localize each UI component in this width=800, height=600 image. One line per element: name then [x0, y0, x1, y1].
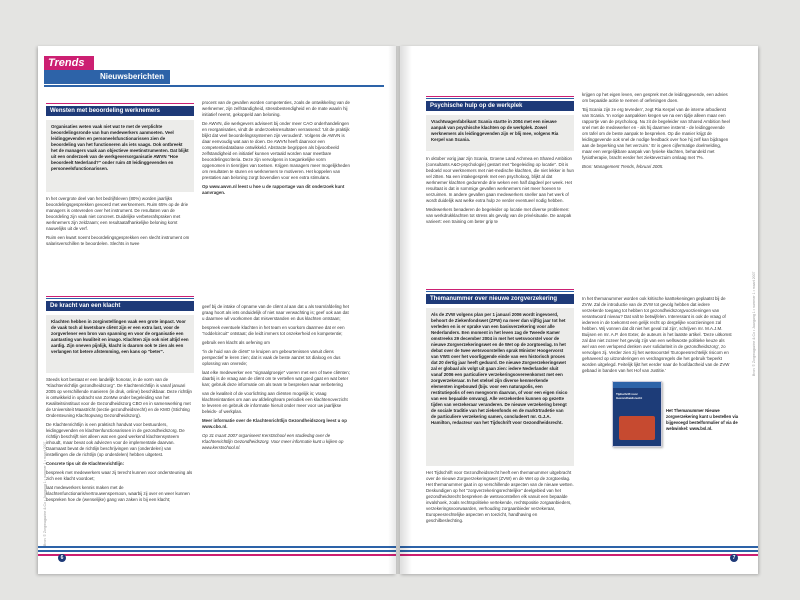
r-article2-rule [426, 289, 574, 290]
right-footer-stripes [400, 546, 758, 558]
brand-rule [44, 85, 384, 87]
r-article2-body-col2 [582, 296, 732, 378]
article1-rule [46, 103, 194, 104]
r-article1-intro: Vrachtwagenfabrikant Scania startte in 2004 met een nieuwe aanpak van psychische klachten op de werkplek. Zowel werknemers als leidinggevenden zijn er blij mee, volgens Ria Kerpel van Scania. [426, 115, 574, 151]
right-page [400, 46, 758, 574]
list-item: bespreek met medewerkers waar zij terecht kunnen voor ondersteuning als zich een klacht voordoet; [46, 470, 193, 481]
list-item: laat elke medewerker een "signaalgroepje" voeren met een of twee cliënten; daarbij is de vraag aan de cliënt om te vertellen wat goed gaat en wat beter kan; gebruik deze informatie om als team te bespreken waar verbetering [202, 370, 350, 387]
stripe [400, 550, 758, 552]
r-article1-body-col2 [582, 92, 732, 282]
stripe [38, 554, 396, 556]
article1-heading: Wensten met beoordeling werknemers [46, 106, 194, 116]
cbo-link[interactable]: Meer informatie over de Klachtenrichtlijn Gezondheidszorg leest u op www.cbo.nl. [202, 418, 347, 429]
article2-intro: Klachten hebben in zorginstellingen vaak een grote impact. Voor de vaak toch al kwetsbare cliënt zijn er een extra last, voor de zorgverlener een bron van spanning en voor de organisatie een aantasting van kwaliteit en imago. Klachten zijn ook niet altijd een aardig. Zijn oneven pijnlijk, klacht is daarom ook te zien als een verlangen tot betere afstemming, een kans op "beter". [46, 315, 194, 373]
stripe [400, 554, 758, 556]
paragraph: Medewerkers benaderen de begeleider op locatie met diverse problemen: van werkdrukklachten tot stress als gevolg van de privésituatie. De aanpak varieert: een training om beter grip te [426, 207, 572, 224]
article1-intro: Organisaties weten vaak niet wat te met de verplichte beoordelingsronde van hun medewerkers aanmoeten. Veel leidinggevenden en personeelsfunctionarissen zien de beoordeling van het functioneren als iets vaags. Ook ontbreekt het de managers vaak aan objectieve meetinstrumenten. Dat blijkt uit een onderzoek van de werkgeversorganisatie AWVN "Hoe beoordeelt Nederland?" onder ruim 40 leidinggevenden en personeelsfunctionarissen. [46, 120, 194, 192]
gutter-shadow [388, 46, 412, 574]
page-number-left: 6 [58, 554, 66, 562]
article1-body-col2 [202, 100, 350, 290]
list-item: van de kwaliteit of de voorlichting aan cliënten mogelijk is; vraag klachtenintanties om aan uw afdeling/team periodiek een klachtenoverzicht te leveren en gebruik de informatie hieruit onder meer voor uw jaarlijkse beleids- of werkplan. [202, 391, 348, 414]
left-side-text: Bron: © Zorgmagazine & Co • Jaargang 1 • nummer 1 • maart 2007 [43, 441, 47, 546]
cover-band [613, 382, 661, 388]
article1-body-col1 [46, 196, 194, 294]
paragraph: In oktober vorig jaar zijn Scania, Groene Land Achmea en Shared Ambition (consultants A&O-psychologie) gestart met "begeleiding op locatie". Dit is bedoeld voor werknemers met niet-medische klachten, die niet lekker in hun vel zitten. Na een intakegesprek met een psycholoog, blijkt al dat werknemer klachten gedurende drie weken een half dagdeel per week. Het resultaat is dat in sommige gevallen werknemers niet meer hoeven te verzuimen. In andere gevallen gaan medewerkers sneller aan het werk of wordt duidelijk wat welke extra hulp ze verder eventueel nodig hebben. [426, 156, 574, 203]
study-day-note: Op 31 maart 2007 organiseert KerstSchool een studiedag over de Klachtenrichtlijn Gezondheidszorg. Voor meer informatie kunt u kijken op www.kerstschool.nl. [202, 433, 344, 450]
r-article2-body-col1 [426, 470, 574, 542]
cover-illustration [619, 416, 655, 440]
awvn-link[interactable]: Op www.awvn.nl leest u hoe u de rapportage van dit onderzoek kunt aanvragen. [202, 184, 345, 195]
paragraph: 'Bij Scania zijn ze erg tevreden', zegt Ria Kerpel van de interne arbodienst van Scania. 'In vorige aanpakken kregen we na een tijdje alleen maar een rapportje van de psycholoog. Nu zit de begeleider van Shared Ambition heel snel met de medewerker en - als hij daarmee instemt - de leidinggevende om tafel om de beste aanpak te bespreken. Op die manier krijgt de leidinggevende ook snel de nodige feedback over hoe hij zelf kan bijdragen aan de beperking van het verzuim.' Er is geen cijfermatige doelmelding, maar een vergelijkbare aanpak van fysieke klachten, behandeld met fysiotherapie, bracht eerder het ziekteverzuim omlaag met 7%. [582, 107, 730, 160]
paragraph: procent van de gevallen worden competenties, zoals de ontwikkeling van de werknemer, zijn zelfstandigheid, stressbestendigheid en de mate waarin hij initiatief neemt, gekoppeld aan beloning. [202, 100, 350, 117]
brand-subtitle: Nieuwsberichten [44, 70, 170, 84]
r-article2-intro: Als de ZVW volgens plan per 1 januari 2006 wordt ingevoerd, behoort de Ziekenfondswet (ZFW) na meer dan vijftig jaar tot het verleden en is er sprake van een basisverzekering voor alle Nederlanders. Een moment in het leven zag de Tweede Kamer omstreeks 29 december 2004 in met het wetsvoorstel voor de nieuwe Zorgverzekeringswet en de Wet op de zorgtoeslag. In het debat over de twee wetsvoorstellen sprak Minister Hoogervorst van VWS over het voorliggende einde van een historisch proces dat 20 dertig jaar heeft geduurd. De nieuwe Zorgverzekeringswet zal er globaal als volgt uit gaan zien: iedere Nederlander sluit vanaf 2006 een particuliere verzekeringsovereenkomst met een zorgverzekeraar. In het stelsel zijn diverse kenmerkende elementen ingebouwd (bijv. voor een naturapolis, een restitutiepolis of een mengvorm daarvan, of voor een eigen risico van een bepaalde omvang). Alle verzekerden kunnen op gezette tijden van verzekeraar veranderen. De nieuwe verzekering brengt de sociale traditie van het ziekenfonds en de marktrtradetie van de particuliere verzekering samen, concludeert mr. G.J.A. Hamilton, redacteur van het Tijdschrift voor Gezondheidsrecht. [426, 308, 574, 466]
article2-body-col2 [202, 304, 352, 526]
paragraph: In het themanummer worden ook kritische kanttekeningen geplaatst bij de ZVW. Zal de introductie van de ZVW tot gevolg hebben dat iedere verzekerde toegang tot hebben tot gezondheidszorgvoorzieningen van verantwoord niveau? Dat valt te betwijfelen. Interessant is ook de vraag of iedereen in de toekomst een gelijk recht op dergelijke voorzieningen zal hebben. Wij vonnen dat dit niet het geval zal zijn', schrijven mr. M.A.J.M. Buijsen en mr. A.P. den Exter, de auteurs in het laatste artikel. 'Deze uitkomst zal dan niet zozeer het gevolg zijn van een wellswoste politieke keuze als wel van een verlopend denken over solidariteit in de gezondheidszorg', zo vervolgen zij. Verder zien zij het wetsvoorstel 'Europeesrechtelijk risicom en gehaveerd op uitzonderingen en verdragsregels die het gebruik 'beperkt worden uitgelegd. Feitelijk lijkt het eerder naar de hoofdactheid van de ZVW gebaad in banden van het Hof van Justitie.' [582, 296, 732, 373]
stripe [38, 550, 396, 552]
article2-body-col1 [46, 377, 194, 527]
article2-heading: De kracht van een klacht [46, 301, 194, 311]
right-side-text: Bron: © Zorgmagazine & Co • Jaargang 1 • nummer 1 • maart 2007 [752, 271, 756, 376]
paragraph: Ruim een kwart noemt beoordelingsgesprekken een slecht instrument om salarisverschillen te beoordelen. Slechts in twee [46, 235, 190, 246]
tips-title: Concrete tips uit de Klachtenrichtlijn: [46, 461, 125, 466]
source-note: Bron: Management Trends, februari 2005. [582, 164, 664, 169]
list-item: "in de huid van de cliënt" te kruipen om gebeurtenissen vanuit diens perspectief te leren zien; dat is vaak de beste aanzet tot dialoog en dus oplossing van onvrede; [202, 349, 341, 366]
r-article2-rule2 [426, 291, 574, 292]
trends-brand [44, 56, 174, 96]
paragraph: Steeds kort bestaat er een landelijk honorar, in de vorm van de "Klachtenrichtlijn gezondheidszorg". De Klachtenrichtlijn is vanaf januari 2005 op verschillende manieren (in druk, online) beschikbaar. Deze richtlijn is ontwikkeld in opdracht van ZonMw onder begeleiding van het Kwaliteitsinstituut voor de Gezondheidszorg CBO en in samenwerking met de Universiteit Maastricht (sectie gezondheidsrecht) en de KMO (Stichting Ondersteuning Klachtopvang Gezondheidszorg). [46, 377, 192, 418]
paragraph: krijgen op het eigen leven, een gesprek met de leidinggevende, een advies om bepaalde acitie te nemen of oefeningen doen. [582, 92, 728, 103]
cover-title: Tijdschrift voor Gezondheidsrecht [616, 392, 643, 400]
left-page [38, 46, 396, 574]
article2-rule [46, 296, 194, 297]
r-article2-heading: Themanummer over nieuwe zorgverzekering [426, 294, 574, 304]
r-article1-rule2 [426, 98, 574, 99]
stripe [400, 546, 758, 548]
paragraph: Het Tijdschrift voor Gezondheidsrecht heeft een themanummer uitgebracht over de nieuwe Zorgverzekeringswet (ZVW) en de Wet op de zorgtoeslag. Het themanummer gaat in op verschillende aspecten van de nieuwe wetten. Deskundigen op het "zorgverzekeringsrechtelijke" deelgebied van het gezondheidsrecht bespreken de wetsvoorstellen elk vanuit een bepaalde invalshoek, zoals rechtspolitieke vertekende, rechtspositie zorgaanbieders, verzekeringsvoorwaarden, verhouding zorgaanbieder verzekeraar, Europeesrechtelijke aspecten en toezicht, handhaving en geschilbeslechting. [426, 470, 574, 523]
left-footer-stripes [38, 546, 396, 558]
paragraph: De Klachtenrichtlijn is een praktisch handvat voor bestuurders, leidinggevenden en klachtenfunctionarissen in de gezondheidszorg. De richtlijn beschrijft niet alleen wat een goed werkend klachtensysteem inhoudt, maar bevat ook adviezen voor de implementatie daarvan. Daarnaast bevat de richtlijn beschrijvingen van (onderdelen) van instellingen die de richtlijn (op onderdelen) hebben uitgetest. [46, 422, 185, 457]
cover-caption: Het Themanummer Nieuwe zorgverzekering kunt u bestellen via bijgevoegd bestelformulier of via de webwinkel: www.bsl.nl. [666, 408, 739, 431]
list-item: geef bij de intake of opname van de cliënt al aan dat u als team/afdeling het graag hoort als iets onduidelijk of niet naar verwachting is; geef ook aan dat u daarmee wil voorkomen dat misverstanden en dus klachten ontstaan; [202, 304, 349, 321]
paragraph: De AWVN, die werkgevers adviseert bij onder meer CAO onderhandelingen en reorganisaties, vindt de onderzoeksresultaten verrassend: 'Uit de praktijk blijkt dat veel beoordelingssystemen zijn verouderd'. Volgens de AWVN is daar eenvoudig wat aan te doen. De AWVN heeft daarvoor een competentiedatabase ontwikkeld. Abstracte begrippen als bijvoorbeeld zelfstandigheid en initiatief kunnen vertaald worden naar meetbare beoordelingscriteria. Deze zijn vervolgens in toegankelijke vorm opgenomen in tienrijtjes van toetsen. Krijgen managers meer mogelijkheden om resultaten te sturen en werknemers te motiveren. Het koppelen van prestaties aan beloning zorgt bovendien voor een extra stimulans. [202, 121, 350, 180]
journal-cover-image [612, 381, 662, 447]
r-article1-heading: Psychische hulp op de werkplek [426, 101, 574, 111]
r-article1-body-col1 [426, 156, 574, 284]
stripe [38, 546, 396, 548]
paragraph: In het overgrote deel van het bedrijfsleven (80%) worden jaarlijks beoordelingsgesprekken gevoerd met werknemers. Ruim 65% op de drie managers is ontevreden over het instrument. De resultaten van de beoordeling zijn vaak niet concreet. Duidelijke verbeterafspraken met werknemers zijn zeldzaam; een resultaatafhankelijke beloning komt nauwelijks uit de verf. [46, 196, 189, 231]
page-number-right: 7 [730, 554, 738, 562]
list-item: laat medewerkers kennis maken met de klachtenfunctionaris/vertrouwenspersoon, waarbij zij over en weer kunnen bespreken hoe de (wenselijke) gang van zaken is bij een klacht; [46, 485, 190, 502]
article2-rule2 [46, 298, 194, 299]
list-item: gebruik een klacht als oefening om [202, 340, 270, 345]
r-article1-rule [426, 96, 574, 97]
list-item: bespreek eventuele klachten in het team en voorkom daarmee dat er een "roddelcircuit" ontstaat; die leidt immers tot onzekerheid en kompetentie; [202, 325, 345, 336]
brand-title: Trends [44, 56, 94, 70]
